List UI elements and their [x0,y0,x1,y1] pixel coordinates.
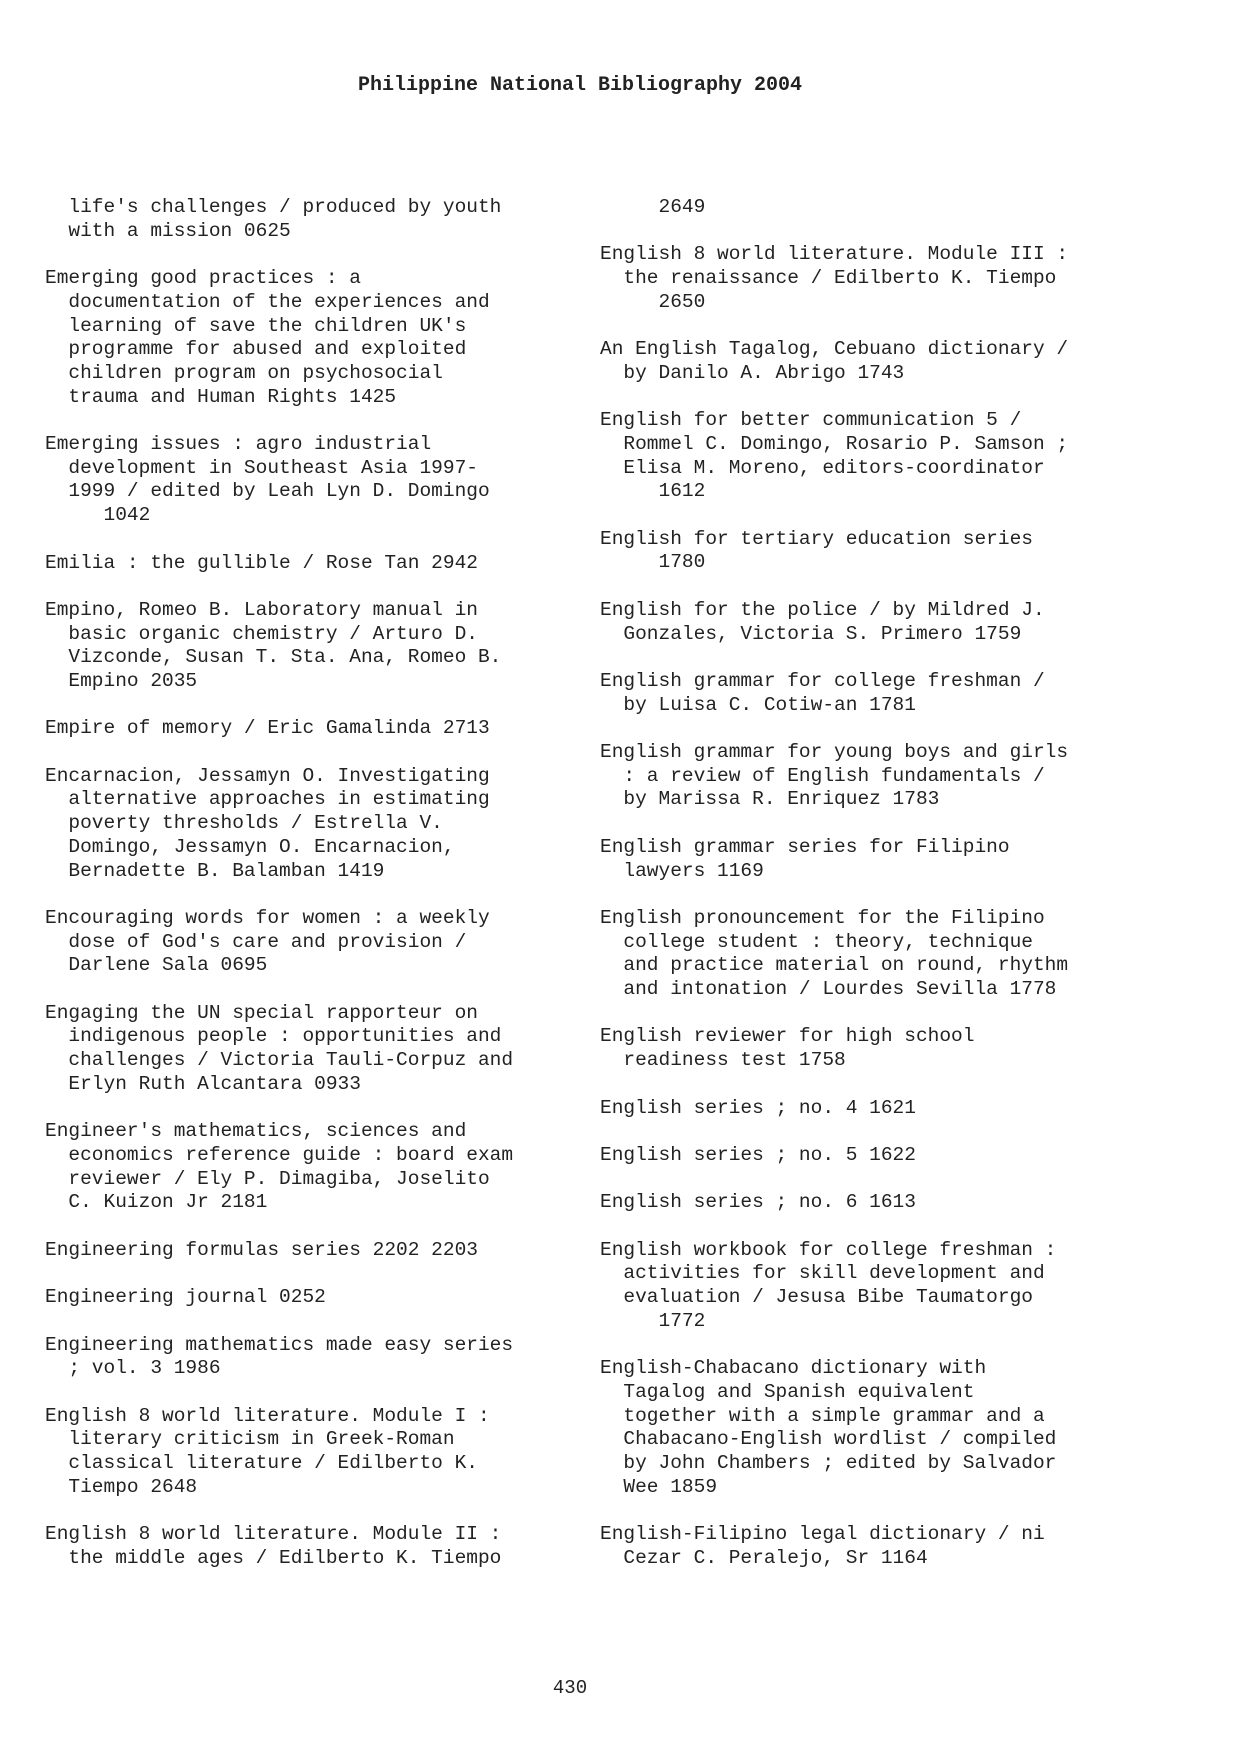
bib-entry: Empino, Romeo B. Laboratory manual in basic organic chemistry / Arturo D. Vizconde, Susan T. Sta. Ana, Romeo B. Empino 2035 [45,598,502,692]
bib-entry: Engineering mathematics made easy series ; vol. 3 1986 [45,1333,514,1380]
bib-entry: An English Tagalog, Cebuano dictionary / by Danilo A. Abrigo 1743 [600,338,1069,384]
bib-entry: life's challenges / produced by youth with a mission 0625 [68,196,502,242]
bib-entry: English grammar for young boys and girls : a review of English fundamentals / by Marissa R. Enriquez 1783 [600,741,1069,811]
left-column [45,196,605,1594]
bib-entry: Emilia : the gullible / Rose Tan 2942 [45,551,478,574]
bib-entry: English series ; no. 5 1622 [600,1143,916,1166]
bib-entry: 2649 [600,196,706,218]
bib-entry: English for the police / by Mildred J. Gonzales, Victoria S. Primero 1759 [600,598,1045,645]
bib-entry: English-Filipino legal dictionary / ni Cezar C. Peralejo, Sr 1164 [600,1523,1045,1569]
bib-entry: English grammar series for Filipino lawyers 1169 [600,835,1010,882]
bib-entry: English series ; no. 6 1613 [600,1191,916,1214]
bib-entry: Engineering journal 0252 [45,1286,326,1309]
bib-entry: English series ; no. 4 1621 [600,1096,916,1119]
bib-entry: English-Chabacano dictionary with Tagalog and Spanish equivalent together with a simple grammar and a Chabacano-English wordlist / compiled by John Chambers ; edited by Salvador Wee 1859 [600,1357,1057,1498]
bib-entry: English 8 world literature. Module II : the middle ages / Edilberto K. Tiempo [45,1523,502,1569]
bib-entry: English pronouncement for the Filipino college student : theory, technique and practice material on round, rhythm and intonation / Lourdes Sevilla 1778 [600,906,1069,1001]
bib-entry: English 8 world literature. Module I : literary criticism in Greek-Roman classical literature / Edilberto K. Tiempo 2648 [45,1404,490,1498]
bib-entry: English for better communication 5 / Rommel C. Domingo, Rosario P. Samson ; Elisa M. Moreno, editors-coordinator 1612 [600,409,1069,503]
bib-entry: Encarnacion, Jessamyn O. Investigating alternative approaches in estimating poverty thresholds / Estrella V. Domingo, Jessamyn O. Encarnacion, Bernadette B. Balamban 1419 [45,764,490,882]
bib-entry: English reviewer for high school readiness test 1758 [600,1025,975,1072]
bib-entry: Emerging good practices : a documentation of the experiences and learning of save the children UK's programme for abused and exploited children program on psychosocial trauma and Human Rights 1425 [45,267,490,408]
bib-entry: English grammar for college freshman / by Luisa C. Cotiw-an 1781 [600,669,1045,716]
bib-entry: English workbook for college freshman : activities for skill development and evaluation / Jesusa Bibe Taumatorgo 1772 [600,1238,1057,1332]
bib-entry: Engaging the UN special rapporteur on indigenous people : opportunities and challenges / Victoria Tauli-Corpuz and Erlyn Ruth Alcantara 0933 [45,1001,514,1095]
bib-entry: Engineering formulas series 2202 2203 [45,1238,478,1261]
bib-entry: Emerging issues : agro industrial development in Southeast Asia 1997- 1999 / edited by Leah Lyn D. Domingo 1042 [45,433,490,527]
bib-entry: English for tertiary education series 1780 [600,527,1033,574]
page-header: Philippine National Bibliography 2004 [357,74,803,97]
bib-entry: Engineer's mathematics, sciences and economics reference guide : board exam reviewer / Ely P. Dimagiba, Joselito C. Kuizon Jr 2181 [45,1120,514,1214]
bib-entry: Empire of memory / Eric Gamalinda 2713 [45,717,490,740]
bib-entry: Encouraging words for women : a weekly dose of God's care and provision / Darlene Sala 0695 [45,906,490,977]
right-column [600,196,1160,1594]
bib-entry: English 8 world literature. Module III : the renaissance / Edilberto K. Tiempo 2650 [600,243,1069,313]
page-number: 430 [552,1677,588,1699]
